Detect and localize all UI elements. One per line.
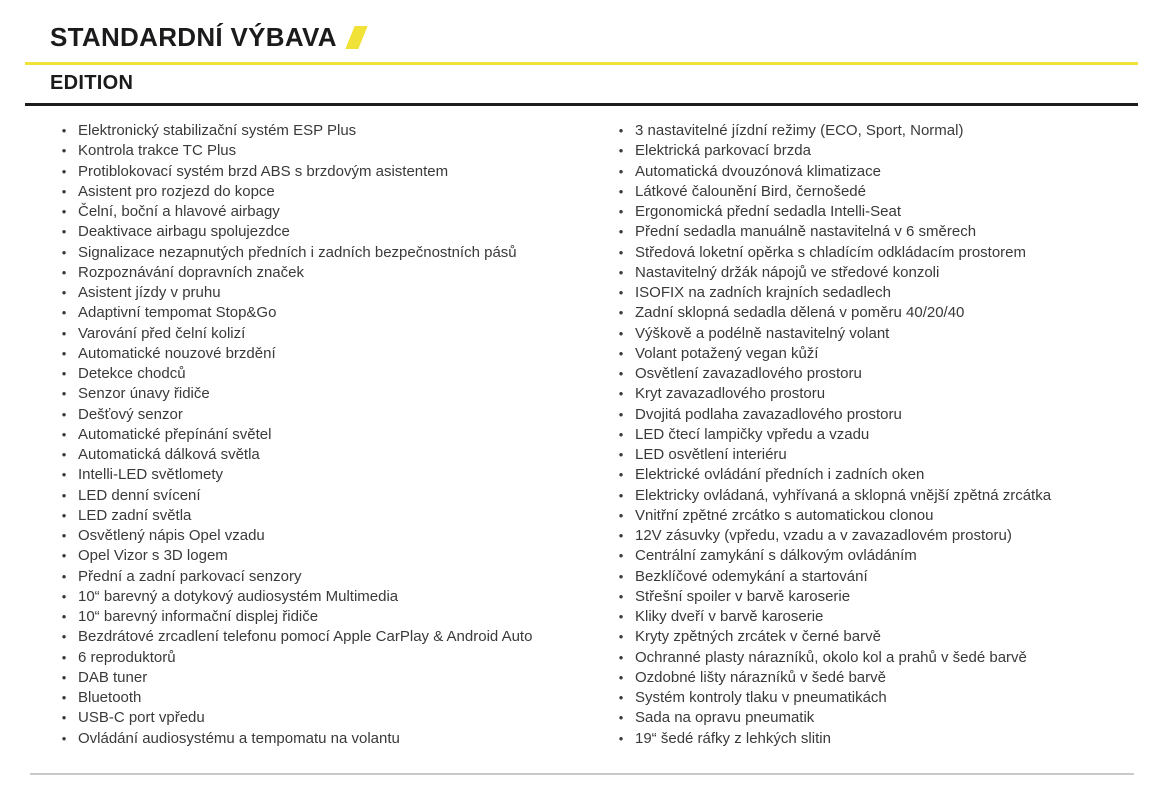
equipment-item: [607, 506, 1162, 526]
equipment-list-left: [50, 121, 607, 749]
equipment-item: [50, 567, 607, 587]
equipment-item: [607, 344, 1162, 364]
equipment-item: [50, 506, 607, 526]
equipment-item-label: Asistent pro rozjezd do kopce: [78, 182, 275, 200]
equipment-item-label: Kryty zpětných zrcátek v černé barvě: [635, 628, 881, 646]
equipment-item: [607, 546, 1162, 566]
bullet-icon: •: [61, 447, 67, 462]
page-header: [50, 22, 1138, 52]
equipment-item-label: Středová loketní opěrka s chladícím odkládacím prostorem: [635, 243, 1027, 261]
bullet-icon: •: [61, 669, 67, 685]
equipment-item: [607, 141, 1162, 161]
equipment-item: [607, 182, 1162, 202]
bullet-icon: •: [61, 710, 67, 726]
bullet-icon: •: [618, 690, 624, 705]
bullet-icon: •: [61, 507, 67, 523]
equipment-item-label: Dvojitá podlaha zavazadlového prostoru: [635, 405, 902, 423]
equipment-item-label: Střešní spoiler v barvě karoserie: [635, 587, 851, 605]
equipment-item-label: Bluetooth: [78, 689, 142, 706]
bullet-icon: •: [618, 183, 624, 199]
equipment-item: [50, 486, 607, 506]
equipment-item-label: Elektrická parkovací brzda: [635, 142, 811, 160]
equipment-item: [50, 607, 607, 627]
bullet-icon: •: [618, 447, 624, 462]
equipment-item: [50, 182, 607, 202]
bullet-icon: •: [618, 305, 624, 321]
equipment-item-label: 6 reproduktorů: [78, 648, 176, 666]
bullet-icon: •: [618, 669, 624, 685]
bullet-icon: •: [61, 406, 67, 422]
equipment-item: [607, 648, 1162, 668]
equipment-item: [50, 263, 607, 283]
bullet-icon: •: [61, 204, 67, 219]
bullet-icon: •: [61, 386, 67, 402]
equipment-item-label: Sada na opravu pneumatik: [635, 709, 815, 727]
bullet-icon: •: [61, 345, 67, 361]
bullet-icon: •: [618, 649, 624, 665]
equipment-item-label: Asistent jízdy v pruhu: [78, 284, 221, 301]
bullet-icon: •: [618, 244, 624, 260]
bullet-icon: •: [61, 528, 67, 543]
equipment-item: [607, 283, 1162, 303]
bullet-icon: •: [618, 467, 624, 483]
equipment-item: [607, 607, 1162, 627]
bullet-icon: •: [61, 426, 67, 442]
page-title: STANDARDNÍ VÝBAVA: [50, 22, 337, 52]
equipment-item-label: USB-C port vpředu: [78, 709, 205, 727]
equipment-item-label: Ozdobné lišty nárazníků v šedé barvě: [635, 668, 886, 686]
equipment-item: [50, 384, 607, 404]
equipment-item: [50, 243, 607, 263]
equipment-item: [50, 303, 607, 323]
bullet-icon: •: [61, 649, 67, 665]
equipment-item-label: LED zadní světla: [78, 506, 192, 524]
equipment-item-label: Detekce chodců: [78, 365, 186, 382]
equipment-item-label: ISOFIX na zadních krajních sedadlech: [635, 284, 891, 301]
equipment-columns: [50, 121, 1162, 749]
equipment-item-label: Rozpoznávání dopravních značek: [78, 263, 304, 281]
equipment-item: [607, 121, 1162, 141]
equipment-item: [607, 445, 1162, 465]
equipment-item: [607, 587, 1162, 607]
equipment-item-label: Nastavitelný držák nápojů ve středové konzoli: [635, 263, 940, 281]
equipment-item-label: Automatická dvouzónová klimatizace: [635, 162, 881, 180]
brochure-page: [0, 22, 1162, 790]
equipment-item-label: Ovládání audiosystému a tempomatu na volantu: [78, 729, 400, 747]
equipment-item: [50, 546, 607, 566]
bullet-icon: •: [618, 386, 624, 402]
bullet-icon: •: [61, 730, 67, 746]
bullet-icon: •: [618, 224, 624, 240]
trim-level-title: EDITION: [50, 72, 134, 94]
equipment-item-label: 3 nastavitelné jízdní režimy (ECO, Sport, Normal): [635, 122, 964, 139]
equipment-item-label: Kliky dveří v barvě karoserie: [635, 608, 824, 625]
equipment-item-label: LED denní svícení: [78, 486, 201, 504]
equipment-item-label: Čelní, boční a hlavové airbagy: [78, 203, 280, 220]
bullet-icon: •: [618, 426, 624, 442]
bullet-icon: •: [618, 609, 624, 624]
bullet-icon: •: [61, 264, 67, 280]
equipment-item: [50, 688, 607, 708]
equipment-item-label: Kontrola trakce TC Plus: [78, 142, 237, 160]
equipment-item-label: Intelli-LED světlomety: [78, 466, 224, 484]
bullet-icon: •: [61, 629, 67, 645]
equipment-item: [50, 708, 607, 728]
equipment-item: [607, 202, 1162, 222]
equipment-item-label: Výškově a podélně nastavitelný volant: [635, 324, 890, 342]
equipment-item: [50, 283, 607, 303]
bullet-icon: •: [61, 163, 67, 179]
bullet-icon: •: [618, 366, 624, 381]
bullet-icon: •: [618, 730, 624, 746]
equipment-item: [607, 486, 1162, 506]
equipment-item: [50, 526, 607, 546]
bullet-icon: •: [618, 406, 624, 422]
equipment-item-label: Elektronický stabilizační systém ESP Plus: [78, 122, 357, 139]
equipment-item: [607, 526, 1162, 546]
equipment-item: [607, 243, 1162, 263]
equipment-item-label: Přední sedadla manuálně nastavitelná v 6 směrech: [635, 223, 977, 241]
equipment-item-label: Bezdrátové zrcadlení telefonu pomocí Apple CarPlay & Android Auto: [78, 628, 533, 646]
equipment-item-label: Dešťový senzor: [78, 405, 183, 423]
equipment-item: [50, 121, 607, 141]
equipment-item-label: Opel Vizor s 3D logem: [78, 547, 228, 565]
bullet-icon: •: [61, 244, 67, 260]
equipment-item: [607, 729, 1162, 749]
equipment-item: [50, 405, 607, 425]
equipment-item: [607, 162, 1162, 182]
equipment-item-label: LED osvětlení interiéru: [635, 446, 787, 463]
bullet-icon: •: [61, 123, 67, 138]
bullet-icon: •: [61, 366, 67, 381]
equipment-item-label: Signalizace nezapnutých předních i zadních bezpečnostních pásů: [78, 243, 517, 261]
equipment-item-label: Ergonomická přední sedadla Intelli-Seat: [635, 203, 901, 220]
equipment-item: [50, 465, 607, 485]
bullet-icon: •: [618, 325, 624, 341]
bullet-icon: •: [618, 345, 624, 361]
bullet-icon: •: [61, 183, 67, 199]
equipment-item-label: Deaktivace airbagu spolujezdce: [78, 223, 290, 241]
bullet-icon: •: [618, 507, 624, 523]
equipment-item: [50, 425, 607, 445]
bullet-icon: •: [61, 588, 67, 604]
equipment-item: [607, 364, 1162, 384]
equipment-item-label: Zadní sklopná sedadla dělená v poměru 40/20/40: [635, 304, 965, 322]
equipment-item: [607, 668, 1162, 688]
equipment-item-label: Elektrické ovládání předních i zadních oken: [635, 466, 925, 484]
equipment-item: [50, 627, 607, 647]
equipment-item-label: Automatické nouzové brzdění: [78, 344, 276, 362]
equipment-item-label: 10“ barevný informační displej řidiče: [78, 608, 319, 625]
equipment-item: [50, 344, 607, 364]
equipment-item-label: 10“ barevný a dotykový audiosystém Multimedia: [78, 587, 399, 605]
bullet-icon: •: [618, 588, 624, 604]
equipment-item-label: 19“ šedé ráfky z lehkých slitin: [635, 729, 831, 747]
equipment-item-label: Protiblokovací systém brzd ABS s brzdovým asistentem: [78, 162, 449, 180]
equipment-item-label: Elektricky ovládaná, vyhřívaná a sklopná vnější zpětná zrcátka: [635, 486, 1052, 504]
equipment-item: [607, 263, 1162, 283]
equipment-item-label: Adaptivní tempomat Stop&Go: [78, 304, 277, 322]
bullet-icon: •: [618, 487, 624, 503]
bullet-icon: •: [618, 629, 624, 645]
bullet-icon: •: [61, 305, 67, 321]
bullet-icon: •: [618, 285, 624, 300]
equipment-item-label: Přední a zadní parkovací senzory: [78, 567, 302, 585]
equipment-item-label: Ochranné plasty nárazníků, okolo kol a prahů v šedé barvě: [635, 648, 1027, 666]
bullet-icon: •: [61, 467, 67, 483]
bullet-icon: •: [618, 204, 624, 219]
bullet-icon: •: [61, 487, 67, 503]
equipment-item-label: Automatické přepínání světel: [78, 425, 272, 443]
bullet-icon: •: [61, 609, 67, 624]
bullet-icon: •: [61, 325, 67, 341]
equipment-item: [607, 303, 1162, 323]
equipment-item: [607, 708, 1162, 728]
bullet-icon: •: [618, 143, 624, 159]
equipment-item-label: Osvětlení zavazadlového prostoru: [635, 365, 862, 382]
bullet-icon: •: [61, 285, 67, 300]
equipment-item-label: Bezklíčové odemykání a startování: [635, 567, 868, 585]
equipment-item-label: Centrální zamykání s dálkovým ovládáním: [635, 547, 917, 565]
bullet-icon: •: [61, 568, 67, 584]
bullet-icon: •: [618, 548, 624, 564]
yellow-slash-icon: [345, 26, 367, 49]
equipment-item: [50, 587, 607, 607]
equipment-item: [50, 729, 607, 749]
equipment-item: [50, 648, 607, 668]
equipment-item: [50, 202, 607, 222]
yellow-divider: [25, 62, 1138, 65]
bullet-icon: •: [618, 264, 624, 280]
equipment-item: [607, 384, 1162, 404]
equipment-item: [50, 364, 607, 384]
bullet-icon: •: [61, 548, 67, 564]
equipment-item-label: Varování před čelní kolizí: [78, 324, 246, 342]
equipment-item: [607, 324, 1162, 344]
equipment-item: [50, 668, 607, 688]
equipment-item: [607, 627, 1162, 647]
equipment-item-label: DAB tuner: [78, 668, 148, 686]
equipment-item: [50, 324, 607, 344]
equipment-item: [50, 162, 607, 182]
equipment-item-label: Vnitřní zpětné zrcátko s automatickou clonou: [635, 506, 934, 524]
equipment-item: [607, 222, 1162, 242]
equipment-list-right: [607, 121, 1162, 749]
bullet-icon: •: [61, 690, 67, 705]
equipment-item: [607, 425, 1162, 445]
equipment-item-label: Senzor únavy řidiče: [78, 385, 210, 403]
bottom-divider: [30, 773, 1134, 775]
equipment-item: [607, 567, 1162, 587]
equipment-item: [50, 141, 607, 161]
bullet-icon: •: [61, 143, 67, 159]
equipment-item: [607, 688, 1162, 708]
equipment-item-label: Automatická dálková světla: [78, 446, 260, 463]
equipment-item-label: Látkové čalounění Bird, černošedé: [635, 182, 866, 200]
equipment-item: [607, 465, 1162, 485]
bullet-icon: •: [618, 710, 624, 726]
bullet-icon: •: [618, 528, 624, 543]
black-divider: [25, 103, 1138, 106]
equipment-item-label: Kryt zavazadlového prostoru: [635, 385, 826, 403]
equipment-item: [50, 445, 607, 465]
bullet-icon: •: [618, 163, 624, 179]
equipment-item: [50, 222, 607, 242]
bullet-icon: •: [61, 224, 67, 240]
equipment-item-label: Volant potažený vegan kůží: [635, 344, 819, 362]
equipment-item-label: Systém kontroly tlaku v pneumatikách: [635, 689, 887, 706]
equipment-item-label: Osvětlený nápis Opel vzadu: [78, 527, 265, 544]
bullet-icon: •: [618, 123, 624, 138]
equipment-item-label: LED čtecí lampičky vpředu a vzadu: [635, 425, 870, 443]
equipment-item-label: 12V zásuvky (vpředu, vzadu a v zavazadlovém prostoru): [635, 527, 1012, 544]
equipment-item: [607, 405, 1162, 425]
bullet-icon: •: [618, 568, 624, 584]
